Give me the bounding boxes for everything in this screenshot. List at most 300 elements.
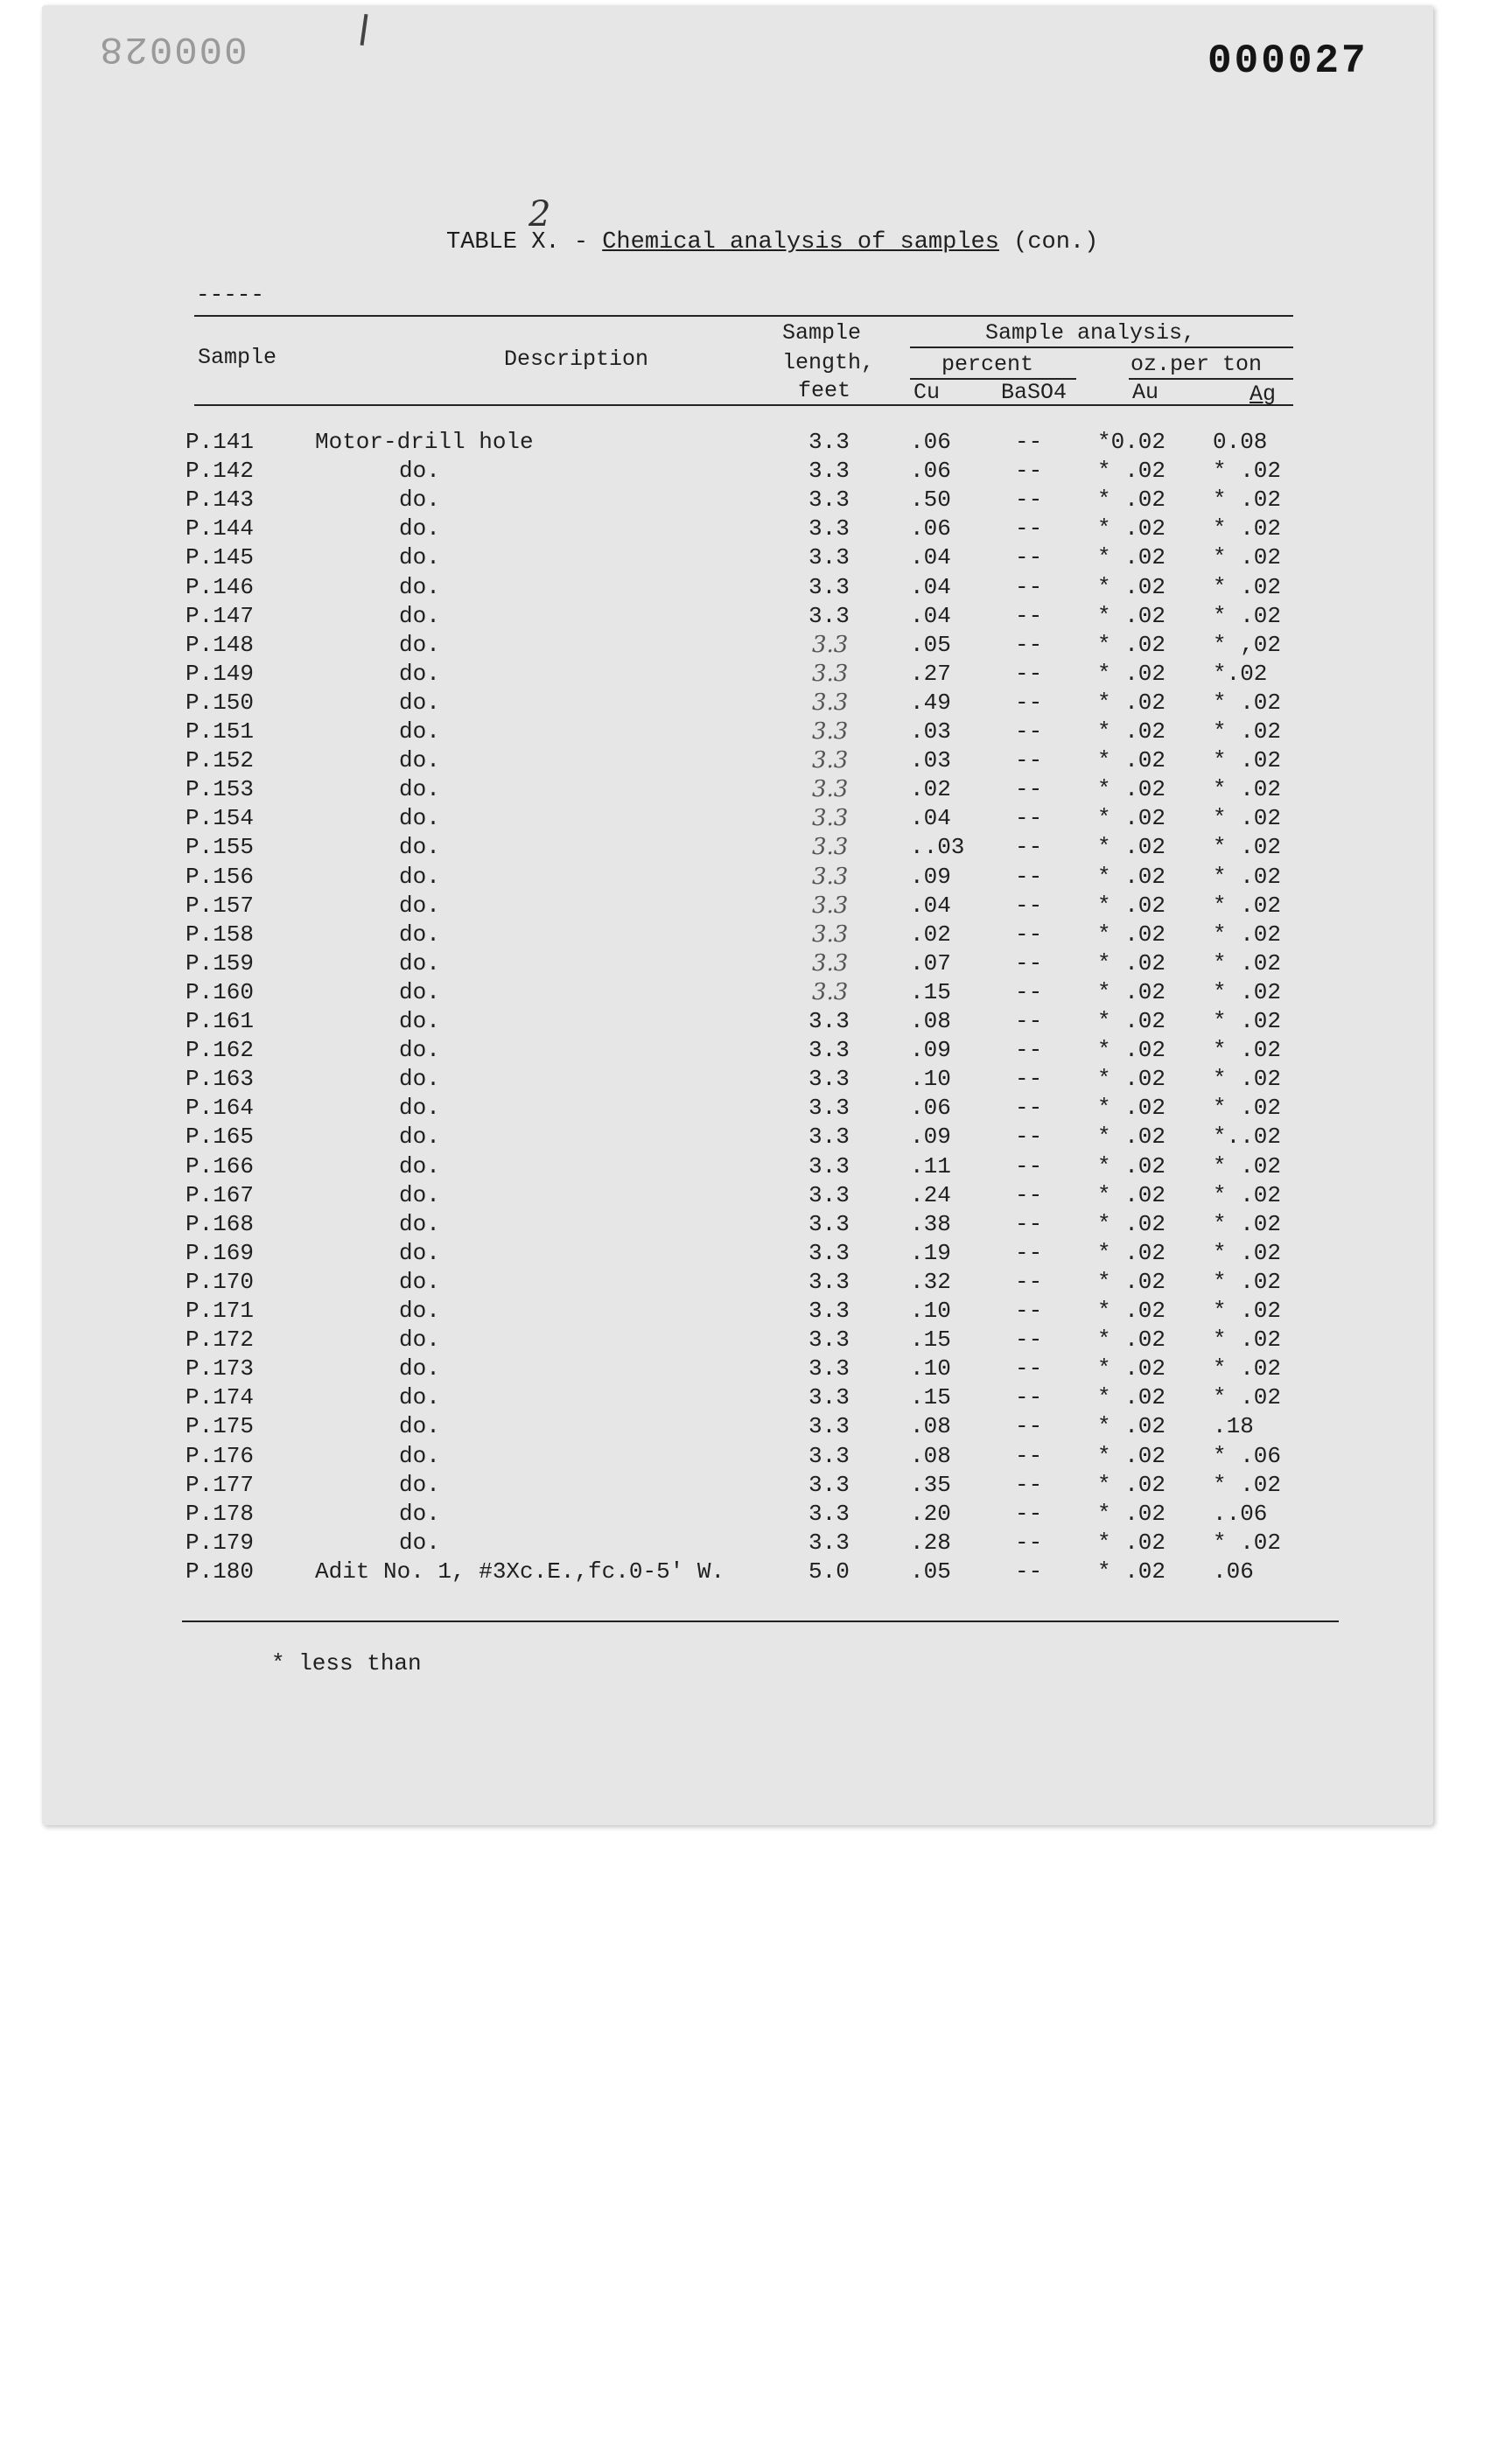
baso4-cell: --: [1015, 1095, 1043, 1122]
ag-cell: * .02: [1213, 1008, 1282, 1034]
cu-cell: .38: [910, 1210, 951, 1237]
baso4-cell: --: [1015, 429, 1043, 455]
baso4-cell: --: [1015, 1413, 1043, 1440]
ag-cell: * .02: [1213, 834, 1282, 861]
table-bottom-rule: [182, 1620, 1339, 1622]
baso4-cell: --: [1015, 1008, 1043, 1034]
description-cell: do.: [399, 834, 440, 861]
au-cell: * .02: [1097, 1442, 1166, 1469]
description-cell: do.: [399, 1442, 440, 1469]
sample-cell: P.167: [186, 1181, 255, 1208]
ag-cell: * .02: [1213, 1210, 1282, 1237]
baso4-cell: --: [1015, 1066, 1043, 1093]
ag-cell: * .02: [1213, 1152, 1282, 1180]
ag-cell: .06: [1213, 1558, 1254, 1585]
baso4-cell: --: [1015, 1442, 1043, 1469]
table-row: [0, 718, 1512, 747]
length-cell: 3.3: [808, 1442, 850, 1469]
sample-cell: P.145: [186, 544, 255, 571]
baso4-cell: --: [1015, 1500, 1043, 1527]
length-cell: 3.3: [808, 544, 850, 571]
header-sample: Sample: [198, 345, 277, 370]
sample-cell: P.148: [186, 631, 255, 658]
description-cell: do.: [399, 1268, 440, 1295]
length-cell: 3.3: [812, 689, 849, 716]
au-cell: * .02: [1097, 834, 1166, 861]
description-cell: do.: [399, 1384, 440, 1411]
length-cell: 3.3: [808, 573, 850, 600]
au-cell: * .02: [1097, 1152, 1166, 1180]
table-row: [0, 892, 1512, 921]
au-cell: * .02: [1097, 1066, 1166, 1093]
baso4-cell: --: [1015, 718, 1043, 745]
baso4-cell: --: [1015, 863, 1043, 890]
table-row: [0, 661, 1512, 690]
sample-cell: P.154: [186, 805, 255, 832]
length-cell: 3.3: [808, 458, 850, 485]
length-cell: 3.3: [808, 1210, 850, 1237]
sample-cell: P.142: [186, 458, 255, 485]
au-cell: * .02: [1097, 1124, 1166, 1151]
table-row: [0, 1558, 1512, 1587]
table-row: [0, 864, 1512, 892]
description-cell: do.: [399, 892, 440, 919]
description-cell: do.: [399, 805, 440, 832]
header-top-rule: [194, 315, 1293, 317]
au-cell: * .02: [1097, 515, 1166, 542]
cu-cell: .03: [910, 718, 951, 745]
description-cell: do.: [399, 1500, 440, 1527]
page-stamp-right: 000027: [1208, 38, 1368, 84]
table-row: [0, 429, 1512, 458]
dash-marker: -----: [196, 282, 265, 308]
cu-cell: ..03: [910, 834, 965, 861]
ag-cell: * .02: [1213, 776, 1282, 803]
ag-cell: * ,02: [1213, 631, 1282, 658]
header-bottom-rule: [194, 404, 1293, 406]
cu-cell: .06: [910, 429, 951, 455]
description-cell: do.: [399, 1037, 440, 1064]
sample-cell: P.160: [186, 978, 255, 1005]
length-cell: 3.3: [808, 515, 850, 542]
length-cell: 3.3: [808, 1326, 850, 1354]
table-row: [0, 1240, 1512, 1269]
description-cell: Motor-drill hole: [315, 429, 534, 455]
title-main: Chemical analysis of samples: [602, 229, 999, 256]
table-row: [0, 574, 1512, 603]
length-cell: 3.3: [812, 805, 849, 832]
au-cell: * .02: [1097, 1326, 1166, 1354]
cu-cell: .15: [910, 1326, 951, 1354]
sample-cell: P.158: [186, 920, 255, 948]
ag-cell: * .02: [1213, 1384, 1282, 1411]
sample-cell: P.153: [186, 776, 255, 803]
description-cell: do.: [399, 1355, 440, 1382]
table-row: [0, 1355, 1512, 1384]
table-row: [0, 1298, 1512, 1326]
sample-cell: P.174: [186, 1384, 255, 1411]
table-row: [0, 747, 1512, 776]
baso4-cell: --: [1015, 1037, 1043, 1064]
cu-cell: .32: [910, 1268, 951, 1295]
table-row: [0, 776, 1512, 805]
cu-cell: .06: [910, 458, 951, 485]
ag-cell: * .02: [1213, 1066, 1282, 1093]
baso4-cell: --: [1015, 689, 1043, 716]
length-cell: 3.3: [808, 1471, 850, 1498]
handwritten-table-number: 2: [528, 194, 551, 234]
table-row: [0, 1443, 1512, 1472]
cu-cell: .08: [910, 1413, 951, 1440]
cu-cell: .35: [910, 1471, 951, 1498]
ag-cell: * .02: [1213, 573, 1282, 600]
table-title: [446, 229, 1098, 256]
au-cell: * .02: [1097, 1239, 1166, 1266]
cu-cell: .10: [910, 1298, 951, 1324]
baso4-cell: --: [1015, 602, 1043, 629]
length-cell: 3.3: [812, 660, 849, 687]
sample-cell: P.180: [186, 1558, 255, 1585]
baso4-cell: --: [1015, 805, 1043, 832]
description-cell: do.: [399, 1095, 440, 1122]
sample-cell: P.151: [186, 718, 255, 745]
baso4-cell: --: [1015, 1152, 1043, 1180]
sample-cell: P.164: [186, 1095, 255, 1122]
table-row: [0, 1384, 1512, 1413]
ag-cell: * .02: [1213, 863, 1282, 890]
au-cell: * .02: [1097, 544, 1166, 571]
au-cell: * .02: [1097, 1298, 1166, 1324]
ag-cell: * .02: [1213, 458, 1282, 485]
cu-cell: .15: [910, 1384, 951, 1411]
cu-cell: .50: [910, 486, 951, 514]
length-cell: 3.3: [808, 602, 850, 629]
sample-cell: P.170: [186, 1268, 255, 1295]
description-cell: do.: [399, 978, 440, 1005]
table-row: [0, 632, 1512, 661]
sample-cell: P.165: [186, 1124, 255, 1151]
baso4-cell: --: [1015, 920, 1043, 948]
table-row: [0, 950, 1512, 979]
length-cell: 3.3: [808, 1355, 850, 1382]
description-cell: do.: [399, 573, 440, 600]
cu-cell: .03: [910, 747, 951, 774]
table-row: [0, 1269, 1512, 1298]
sample-cell: P.161: [186, 1008, 255, 1034]
length-cell: 3.3: [808, 1181, 850, 1208]
baso4-cell: --: [1015, 949, 1043, 976]
length-cell: 3.3: [808, 1239, 850, 1266]
ag-cell: * .02: [1213, 805, 1282, 832]
length-cell: 3.3: [808, 1268, 850, 1295]
ag-cell: * .02: [1213, 747, 1282, 774]
ag-cell: * .02: [1213, 602, 1282, 629]
baso4-cell: --: [1015, 631, 1043, 658]
table-row: [0, 805, 1512, 834]
length-cell: 5.0: [808, 1558, 850, 1585]
table-row: [0, 1530, 1512, 1558]
description-cell: do.: [399, 660, 440, 687]
description-cell: do.: [399, 949, 440, 976]
length-cell: 3.3: [812, 718, 849, 745]
cu-cell: .04: [910, 892, 951, 919]
length-cell: 3.3: [808, 429, 850, 455]
ag-cell: .18: [1213, 1413, 1254, 1440]
cu-cell: .10: [910, 1355, 951, 1382]
sample-cell: P.143: [186, 486, 255, 514]
length-cell: 3.3: [812, 920, 849, 948]
baso4-cell: --: [1015, 834, 1043, 861]
length-cell: 3.3: [812, 834, 849, 861]
baso4-cell: --: [1015, 1124, 1043, 1151]
au-cell: * .02: [1097, 920, 1166, 948]
description-cell: do.: [399, 1008, 440, 1034]
sample-cell: P.149: [186, 660, 255, 687]
au-cell: * .02: [1097, 892, 1166, 919]
baso4-cell: --: [1015, 573, 1043, 600]
description-cell: Adit No. 1, #3Xc.E.,fc.0-5' W.: [315, 1558, 725, 1585]
table-row: [0, 1326, 1512, 1355]
cu-cell: .09: [910, 863, 951, 890]
description-cell: do.: [399, 544, 440, 571]
ag-cell: 0.08: [1213, 429, 1268, 455]
cu-cell: .02: [910, 776, 951, 803]
description-cell: do.: [399, 1181, 440, 1208]
sample-cell: P.166: [186, 1152, 255, 1180]
table-row: [0, 1095, 1512, 1124]
sample-cell: P.147: [186, 602, 255, 629]
ag-cell: * .02: [1213, 920, 1282, 948]
description-cell: do.: [399, 863, 440, 890]
footnote: * less than: [271, 1650, 422, 1676]
table-row: [0, 1124, 1512, 1152]
sample-cell: P.178: [186, 1500, 255, 1527]
cu-cell: .08: [910, 1442, 951, 1469]
au-cell: * .02: [1097, 486, 1166, 514]
table-row: [0, 1066, 1512, 1095]
length-cell: 3.3: [808, 1008, 850, 1034]
au-cell: * .02: [1097, 660, 1166, 687]
ag-cell: * .02: [1213, 1239, 1282, 1266]
length-cell: 3.3: [812, 776, 849, 803]
ag-cell: * .02: [1213, 486, 1282, 514]
au-cell: * .02: [1097, 776, 1166, 803]
baso4-cell: --: [1015, 1471, 1043, 1498]
au-cell: * .02: [1097, 1355, 1166, 1382]
cu-cell: .02: [910, 920, 951, 948]
au-cell: * .02: [1097, 1008, 1166, 1034]
ag-cell: * .02: [1213, 949, 1282, 976]
description-cell: do.: [399, 1066, 440, 1093]
baso4-cell: --: [1015, 892, 1043, 919]
description-cell: do.: [399, 920, 440, 948]
cu-cell: .49: [910, 689, 951, 716]
sample-cell: P.171: [186, 1298, 255, 1324]
table-row: [0, 544, 1512, 573]
baso4-cell: --: [1015, 1268, 1043, 1295]
description-cell: do.: [399, 1529, 440, 1556]
cu-cell: .09: [910, 1124, 951, 1151]
analysis-rule: [910, 346, 1293, 348]
au-cell: * .02: [1097, 689, 1166, 716]
au-cell: *0.02: [1097, 429, 1166, 455]
length-cell: 3.3: [808, 1384, 850, 1411]
au-cell: * .02: [1097, 1181, 1166, 1208]
length-cell: 3.3: [808, 1500, 850, 1527]
cu-cell: .07: [910, 949, 951, 976]
au-cell: * .02: [1097, 1529, 1166, 1556]
sample-cell: P.179: [186, 1529, 255, 1556]
baso4-cell: --: [1015, 1210, 1043, 1237]
sample-cell: P.175: [186, 1413, 255, 1440]
baso4-cell: --: [1015, 978, 1043, 1005]
au-cell: * .02: [1097, 747, 1166, 774]
length-cell: 3.3: [808, 1124, 850, 1151]
sample-cell: P.146: [186, 573, 255, 600]
header-description: Description: [504, 346, 649, 372]
cu-cell: .06: [910, 515, 951, 542]
length-cell: 3.3: [812, 892, 849, 919]
baso4-cell: --: [1015, 1326, 1043, 1354]
ag-cell: * .02: [1213, 689, 1282, 716]
au-cell: * .02: [1097, 1558, 1166, 1585]
table-row: [0, 1472, 1512, 1501]
sample-cell: P.173: [186, 1355, 255, 1382]
table-row: [0, 1008, 1512, 1037]
table-row: [0, 1182, 1512, 1211]
sample-cell: P.168: [186, 1210, 255, 1237]
cu-cell: .19: [910, 1239, 951, 1266]
baso4-cell: --: [1015, 1355, 1043, 1382]
header-analysis: Sample analysis,: [985, 320, 1196, 346]
au-cell: * .02: [1097, 1268, 1166, 1295]
table-row: [0, 921, 1512, 950]
description-cell: do.: [399, 1326, 440, 1354]
table-row: [0, 1501, 1512, 1530]
table-row: [0, 979, 1512, 1008]
cu-cell: .05: [910, 631, 951, 658]
sample-cell: P.162: [186, 1037, 255, 1064]
au-cell: * .02: [1097, 863, 1166, 890]
ag-cell: * .02: [1213, 1326, 1282, 1354]
length-cell: 3.3: [812, 863, 849, 890]
length-cell: 3.3: [808, 1037, 850, 1064]
length-cell: 3.3: [808, 486, 850, 514]
header-length-3: feet: [798, 378, 851, 403]
au-cell: * .02: [1097, 718, 1166, 745]
sample-cell: P.152: [186, 747, 255, 774]
cu-cell: .04: [910, 544, 951, 571]
description-cell: do.: [399, 689, 440, 716]
baso4-cell: --: [1015, 1384, 1043, 1411]
au-cell: * .02: [1097, 1413, 1166, 1440]
cu-cell: .15: [910, 978, 951, 1005]
cu-cell: .11: [910, 1152, 951, 1180]
ag-cell: * .02: [1213, 1529, 1282, 1556]
baso4-cell: --: [1015, 515, 1043, 542]
sample-cell: P.177: [186, 1471, 255, 1498]
ag-cell: * .02: [1213, 1471, 1282, 1498]
ag-cell: * .02: [1213, 1181, 1282, 1208]
table-row: [0, 690, 1512, 718]
baso4-cell: --: [1015, 1558, 1043, 1585]
table-row: [0, 1153, 1512, 1182]
cu-cell: .04: [910, 573, 951, 600]
au-cell: * .02: [1097, 573, 1166, 600]
length-cell: 3.3: [808, 1529, 850, 1556]
length-cell: 3.3: [812, 631, 849, 658]
au-cell: * .02: [1097, 1210, 1166, 1237]
description-cell: do.: [399, 631, 440, 658]
sample-cell: P.176: [186, 1442, 255, 1469]
baso4-cell: --: [1015, 1239, 1043, 1266]
description-cell: do.: [399, 718, 440, 745]
ag-cell: * .02: [1213, 1268, 1282, 1295]
description-cell: do.: [399, 458, 440, 485]
description-cell: do.: [399, 776, 440, 803]
description-cell: do.: [399, 1239, 440, 1266]
ag-cell: * .02: [1213, 892, 1282, 919]
cu-cell: .09: [910, 1037, 951, 1064]
description-cell: do.: [399, 1210, 440, 1237]
au-cell: * .02: [1097, 805, 1166, 832]
table-row: [0, 1037, 1512, 1066]
baso4-cell: --: [1015, 1181, 1043, 1208]
description-cell: do.: [399, 1471, 440, 1498]
cu-cell: .05: [910, 1558, 951, 1585]
ag-cell: * .06: [1213, 1442, 1282, 1469]
ag-cell: * .02: [1213, 515, 1282, 542]
ag-cell: * .02: [1213, 978, 1282, 1005]
header-percent: percent: [942, 352, 1034, 377]
table-row: [0, 515, 1512, 544]
au-cell: * .02: [1097, 602, 1166, 629]
au-cell: * .02: [1097, 1500, 1166, 1527]
table-row: [0, 486, 1512, 515]
description-cell: do.: [399, 747, 440, 774]
cu-cell: .06: [910, 1095, 951, 1122]
table-row: [0, 603, 1512, 632]
cu-cell: .27: [910, 660, 951, 687]
title-prefix: TABLE X. -: [446, 229, 603, 256]
description-cell: do.: [399, 1298, 440, 1324]
sample-cell: P.156: [186, 863, 255, 890]
header-baso4: BaSO4: [1001, 380, 1068, 405]
description-cell: do.: [399, 1413, 440, 1440]
length-cell: 3.3: [808, 1413, 850, 1440]
table-row: [0, 458, 1512, 486]
length-cell: 3.3: [808, 1066, 850, 1093]
ag-cell: * .02: [1213, 1298, 1282, 1324]
cu-cell: .04: [910, 805, 951, 832]
header-au: Au: [1132, 380, 1159, 405]
description-cell: do.: [399, 1124, 440, 1151]
baso4-cell: --: [1015, 544, 1043, 571]
cu-cell: .20: [910, 1500, 951, 1527]
page-stamp-left: 000028: [98, 26, 248, 70]
au-cell: * .02: [1097, 458, 1166, 485]
au-cell: * .02: [1097, 978, 1166, 1005]
length-cell: 3.3: [812, 949, 849, 976]
description-cell: do.: [399, 515, 440, 542]
sample-cell: P.159: [186, 949, 255, 976]
header-cu: Cu: [914, 380, 941, 405]
baso4-cell: --: [1015, 776, 1043, 803]
sample-cell: P.144: [186, 515, 255, 542]
au-cell: * .02: [1097, 1095, 1166, 1122]
ag-cell: * .02: [1213, 1355, 1282, 1382]
length-cell: 3.3: [812, 747, 849, 774]
